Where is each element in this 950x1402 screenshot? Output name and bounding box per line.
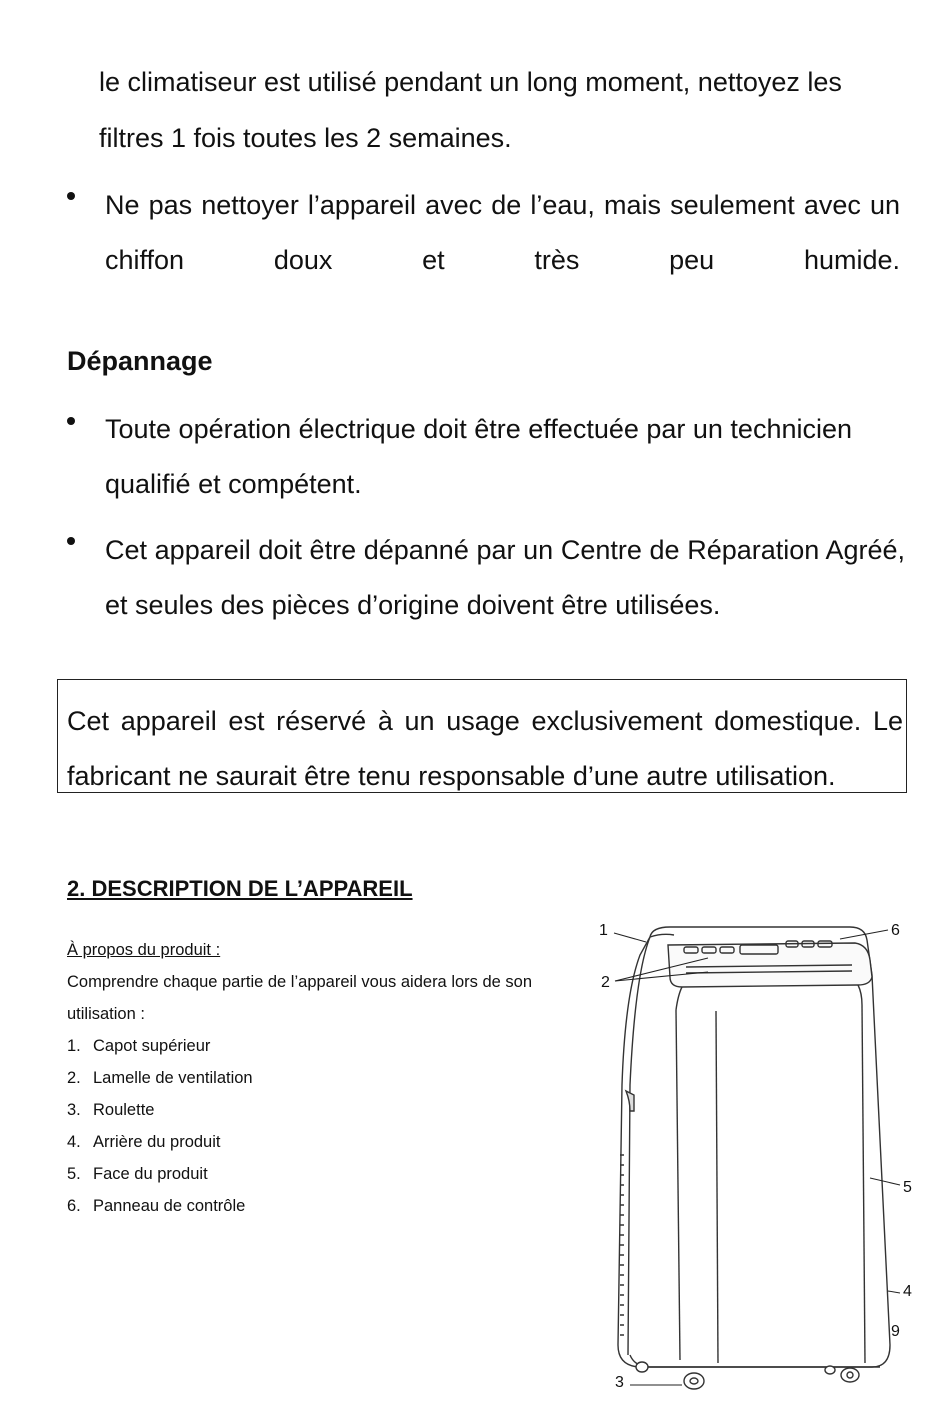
- part-label: Roulette: [93, 1101, 155, 1119]
- part-label: Capot supérieur: [93, 1037, 211, 1055]
- bullet-dot: [67, 537, 75, 545]
- part-number: 3.: [67, 1101, 81, 1119]
- callout-5: 5: [903, 1179, 912, 1196]
- callout-3: 3: [615, 1374, 624, 1391]
- parts-list-item: [67, 1099, 253, 1131]
- troubleshooting-bullet-1: Toute opération électrique doit être effectuée par un technicien qualifié et compétent.: [105, 414, 853, 499]
- about-product: À propos du produit :: [67, 941, 221, 959]
- part-number: 2.: [67, 1069, 81, 1087]
- parts-list: [67, 1035, 253, 1227]
- part-number: 5.: [67, 1165, 81, 1183]
- notice-text: Cet appareil est réservé à un usage exclusivement domestique. Le fabricant ne saurait être tenu responsable d’une autre utilisation.: [67, 706, 903, 791]
- parts-list-item: [67, 1195, 253, 1227]
- troubleshooting-bullet-2: Cet appareil doit être dépanné par un Centre de Réparation Agréé, et seules des pièces d’origine doivent être utilisées.: [105, 535, 905, 620]
- troubleshooting-heading: Dépannage: [67, 346, 213, 376]
- parts-list-item: [67, 1131, 253, 1163]
- callout-9: 9: [891, 1323, 900, 1340]
- part-number: 1.: [67, 1037, 81, 1055]
- callout-6: 6: [891, 922, 900, 939]
- bullet-dot: [67, 417, 75, 425]
- parts-list-item: [67, 1163, 253, 1195]
- parts-list-item: [67, 1035, 253, 1067]
- air-conditioner-illustration: [590, 915, 920, 1400]
- part-label: Panneau de contrôle: [93, 1197, 246, 1215]
- part-number: 4.: [67, 1133, 81, 1151]
- intro-line-1: Comprendre chaque partie de l’appareil vous aidera lors de son: [67, 973, 533, 991]
- maintenance-line-2: filtres 1 fois toutes les 2 semaines.: [99, 123, 512, 153]
- callout-4: 4: [903, 1283, 912, 1300]
- parts-list-item: [67, 1067, 253, 1099]
- intro-line-2: utilisation :: [67, 1005, 145, 1023]
- part-label: Arrière du produit: [93, 1133, 221, 1151]
- callout-2: 2: [601, 974, 610, 991]
- maintenance-line-1: le climatiseur est utilisé pendant un long moment, nettoyez les: [99, 67, 842, 97]
- part-label: Lamelle de ventilation: [93, 1069, 253, 1087]
- bullet-dot: [67, 192, 75, 200]
- notice-box: [57, 679, 907, 793]
- maintenance-bullet-text: Ne pas nettoyer l’appareil avec de l’eau, mais seulement avec un chiffon doux et très peu humide.: [105, 190, 900, 275]
- part-label: Face du produit: [93, 1165, 208, 1183]
- part-number: 6.: [67, 1197, 81, 1215]
- section-heading: 2. DESCRIPTION DE L’APPAREIL: [67, 876, 413, 901]
- callout-1: 1: [599, 922, 608, 939]
